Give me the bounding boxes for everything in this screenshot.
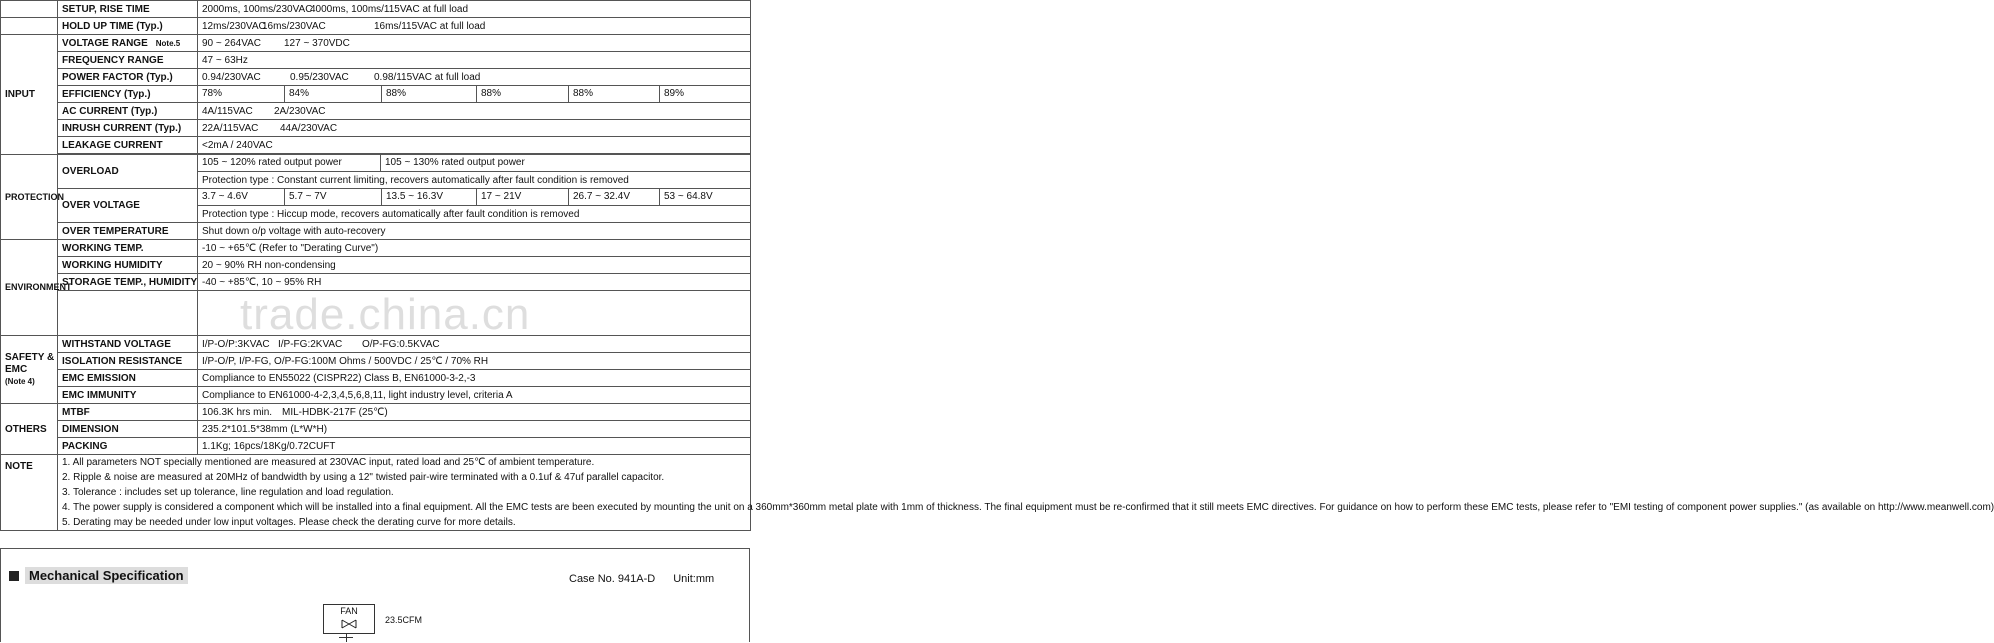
value-storage: -40 ~ +85℃, 10 ~ 95% RH	[198, 274, 751, 291]
value-overload	[198, 155, 751, 172]
mechanical-section	[0, 548, 750, 642]
section-input: INPUT	[1, 35, 58, 155]
fan-box	[323, 604, 375, 634]
param-packing: PACKING	[58, 438, 198, 455]
value-packing: 1.1Kg; 16pcs/18Kg/0.72CUFT	[198, 438, 751, 455]
value-over-voltage-protection: Protection type : Hiccup mode, recovers automatically after fault condition is removed	[198, 206, 751, 223]
value-text: 12ms/230VAC	[202, 20, 266, 32]
note-ref: (Note 4)	[5, 376, 35, 386]
section-protection: PROTECTION	[1, 155, 58, 240]
param-hold-up: HOLD UP TIME (Typ.)	[58, 18, 198, 35]
value-over-temp: Shut down o/p voltage with auto-recovery	[198, 223, 751, 240]
value-isolation: I/P-O/P, I/P-FG, O/P-FG:100M Ohms / 500VDC / 25℃ / 70% RH	[198, 353, 751, 370]
value-hold-up	[198, 18, 751, 35]
param-over-temp: OVER TEMPERATURE	[58, 223, 198, 240]
param-storage: STORAGE TEMP., HUMIDITY	[58, 274, 198, 291]
param-setup-rise: SETUP, RISE TIME	[58, 1, 198, 18]
note-item: 3. Tolerance : includes set up tolerance, line regulation and load regulation.	[62, 487, 394, 498]
section-cell	[1, 1, 58, 18]
value-leakage: <2mA / 240VAC	[198, 137, 751, 154]
param-working-humidity: WORKING HUMIDITY	[58, 257, 198, 274]
param-voltage-range	[58, 35, 198, 52]
param-overload: OVERLOAD	[58, 155, 198, 189]
drawing-line	[346, 634, 347, 642]
section-environment: ENVIRONMENT	[1, 240, 58, 336]
value-text: 90 ~ 264VAC	[202, 37, 262, 49]
value-text: 5.7 ~ 7V	[284, 189, 381, 205]
section-safety-emc	[1, 336, 58, 404]
value-power-factor	[198, 69, 751, 86]
value-ac-current	[198, 103, 751, 120]
param-inrush: INRUSH CURRENT (Typ.)	[58, 120, 198, 137]
value-text: 53 ~ 64.8V	[659, 189, 744, 205]
value-text: 4A/115VAC	[202, 105, 253, 117]
value-voltage-range	[198, 35, 751, 52]
value-emc-emission: Compliance to EN55022 (CISPR22) Class B, EN61000-3-2,-3	[198, 370, 751, 387]
param-isolation: ISOLATION RESISTANCE	[58, 353, 198, 370]
param-dimension: DIMENSION	[58, 421, 198, 438]
param-frequency: FREQUENCY RANGE	[58, 52, 198, 69]
airflow-label: 23.5CFM	[385, 615, 423, 625]
section-label: SAFETY &	[5, 351, 55, 363]
value-text: MIL-HDBK-217F (25℃)	[282, 406, 388, 418]
notes-block	[58, 455, 1994, 531]
unit-label: Unit:mm	[673, 573, 715, 585]
mechanical-title-text: Mechanical Specification	[25, 567, 188, 584]
param-efficiency: EFFICIENCY (Typ.)	[58, 86, 198, 103]
value-text: 88%	[476, 86, 568, 102]
value-text: 2000ms, 100ms/230VAC	[202, 3, 313, 15]
value-text: 26.7 ~ 32.4V	[568, 189, 659, 205]
value-text: I/P-FG:2KVAC	[278, 338, 343, 350]
note-item: 4. The power supply is considered a component which will be installed into a final equipment. All the EMC tests are been executed by mounting the unit on a 360mm*360mm metal plate with 1mm of thickness. The final equipment must be re-confirmed that it still meets EMC directives. For guidance on how to perform these EMC tests, please refer to "EMI testing of component power supplies." (as available on http://www.meanwell.com)	[62, 502, 1994, 513]
value-text: 44A/230VAC	[280, 122, 338, 134]
value-text: 3.7 ~ 4.6V	[202, 191, 248, 202]
value-text: 84%	[284, 86, 381, 102]
value-over-voltage	[198, 189, 751, 206]
param-label: VOLTAGE RANGE	[62, 37, 148, 49]
param-working-temp: WORKING TEMP.	[58, 240, 198, 257]
case-number: Case No. 941A-D	[569, 573, 656, 585]
value-text: 16ms/230VAC	[262, 20, 326, 32]
value-emc-immunity: Compliance to EN61000-4-2,3,4,5,6,8,11, light industry level, criteria A	[198, 387, 751, 404]
value-text: 13.5 ~ 16.3V	[381, 189, 476, 205]
square-bullet-icon	[9, 571, 19, 581]
case-info	[569, 573, 714, 585]
value-text: 0.94/230VAC	[202, 71, 261, 83]
fan-label: FAN	[340, 606, 358, 616]
value-working-humidity: 20 ~ 90% RH non-condensing	[198, 257, 751, 274]
value-setup-rise	[198, 1, 751, 18]
value-dimension: 235.2*101.5*38mm (L*W*H)	[198, 421, 751, 438]
note-item: 2. Ripple & noise are measured at 20MHz of bandwidth by using a 12" twisted pair-wire terminated with a 0.1uf & 47uf parallel capacitor.	[62, 472, 665, 483]
value-frequency: 47 ~ 63Hz	[198, 52, 751, 69]
value-text: 4000ms, 100ms/115VAC at full load	[310, 3, 469, 15]
param-emc-emission: EMC EMISSION	[58, 370, 198, 387]
section-others: OTHERS	[1, 404, 58, 455]
value-text: 22A/115VAC	[202, 122, 259, 134]
value-text: 89%	[659, 86, 744, 102]
param-mtbf: MTBF	[58, 404, 198, 421]
section-label: EMC	[5, 363, 28, 375]
value-text: 16ms/115VAC at full load	[374, 20, 486, 32]
value-text: 17 ~ 21V	[476, 189, 568, 205]
param-ac-current: AC CURRENT (Typ.)	[58, 103, 198, 120]
value-working-temp: -10 ~ +65℃ (Refer to "Derating Curve")	[198, 240, 751, 257]
param-leakage: LEAKAGE CURRENT	[58, 137, 198, 154]
section-note: NOTE	[1, 455, 58, 531]
value-text: O/P-FG:0.5KVAC	[362, 338, 440, 350]
watermark: trade.china.cn	[240, 290, 531, 339]
value-text: I/P-O/P:3KVAC	[202, 338, 270, 350]
value-inrush	[198, 120, 751, 137]
param-power-factor: POWER FACTOR (Typ.)	[58, 69, 198, 86]
param-over-voltage: OVER VOLTAGE	[58, 189, 198, 223]
value-text: 88%	[381, 86, 476, 102]
param-emc-immunity: EMC IMMUNITY	[58, 387, 198, 404]
value-text: 0.95/230VAC	[290, 71, 349, 83]
mechanical-title	[9, 567, 188, 584]
value-mtbf	[198, 404, 751, 421]
value-text: 105 ~ 130% rated output power	[380, 155, 525, 171]
note-ref: Note.5	[155, 38, 181, 48]
notes-list	[62, 455, 1994, 530]
section-cell	[1, 18, 58, 35]
value-overload-protection: Protection type : Constant current limiting, recovers automatically after fault condition is removed	[198, 172, 751, 189]
hidden-row-label	[58, 291, 198, 336]
value-text: 0.98/115VAC at full load	[374, 71, 481, 83]
value-text: 127 ~ 370VDC	[284, 37, 350, 49]
param-withstand: WITHSTAND VOLTAGE	[58, 336, 198, 353]
hidden-row-value	[198, 291, 751, 336]
value-efficiency	[198, 86, 751, 103]
value-text: 106.3K hrs min.	[202, 406, 273, 418]
value-text: 105 ~ 120% rated output power	[202, 157, 342, 168]
value-text: 88%	[568, 86, 659, 102]
note-item: 1. All parameters NOT specially mentioned are measured at 230VAC input, rated load and 25℃ of ambient temperature.	[62, 457, 595, 468]
note-item: 5. Derating may be needed under low input voltages. Please check the derating curve for more details.	[62, 517, 516, 528]
value-text: 2A/230VAC	[274, 105, 326, 117]
value-withstand	[198, 336, 751, 353]
fan-symbol-icon	[341, 619, 357, 629]
value-text: 78%	[202, 88, 223, 99]
